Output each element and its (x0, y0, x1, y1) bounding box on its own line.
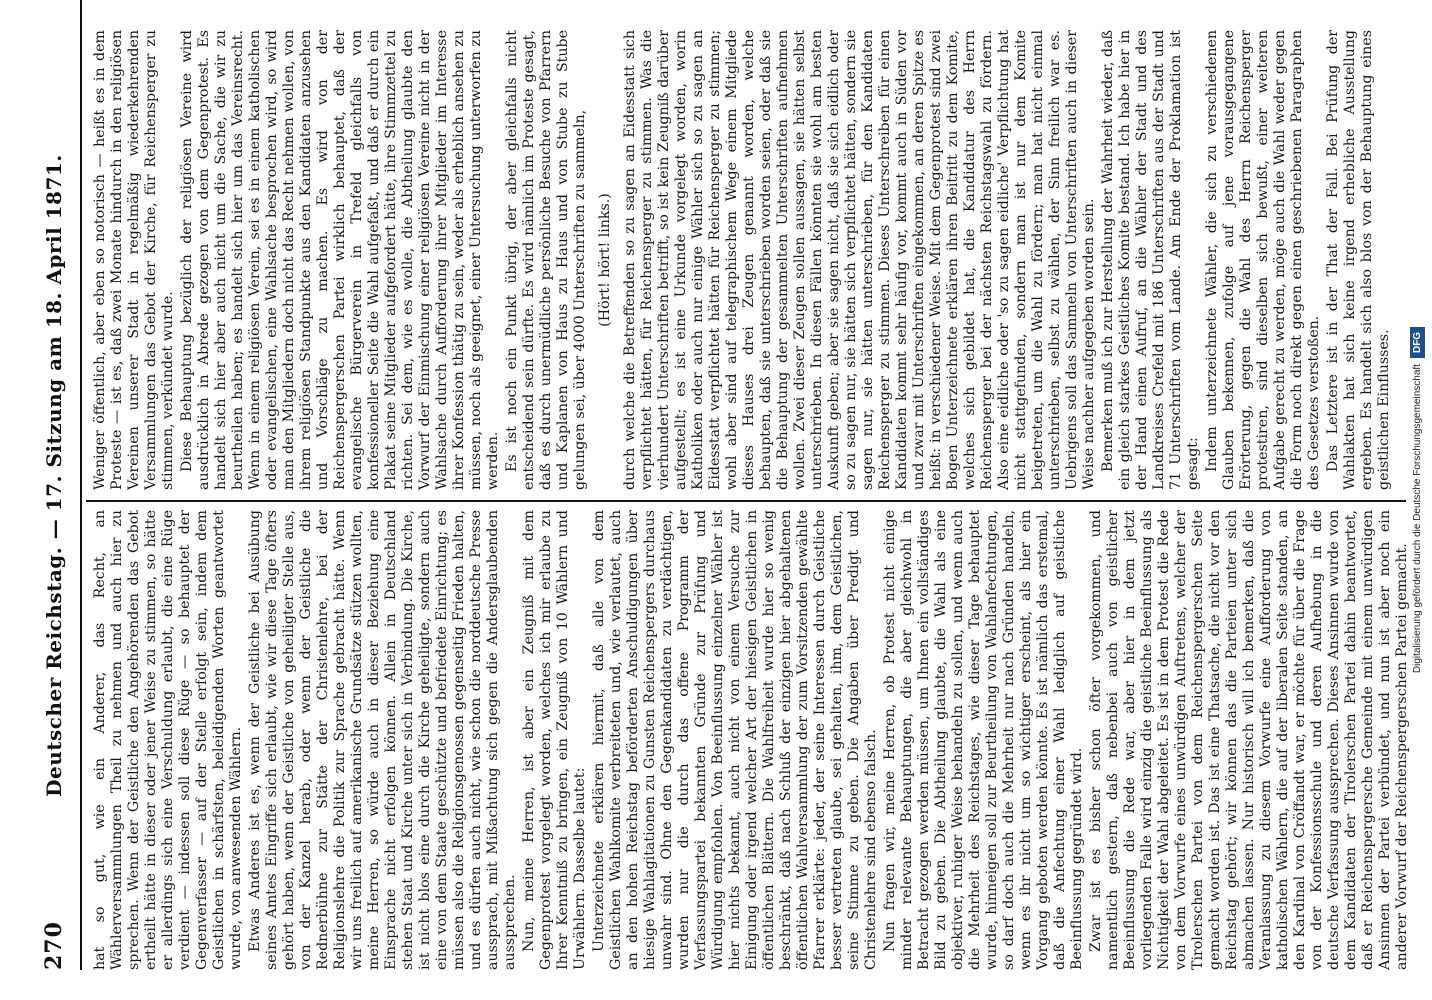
paragraph: Weniger öffentlich, aber eben so notorisch — heißt es in dem Proteste — ist es, daß zwei Monate hindurch in den religiösen Vereinen unserer Stadt in regelmäßig wiederkehrenden Versammlungen das Gebot der Kirche, für Reichensperger zu stimmen, verkündet wurde. (92, 30, 176, 490)
paragraph: Zwar ist es bisher schon öfter vorgekommen, und namentlich gestern, daß nebenbei auch von geistlicher Beeinflussung die Rede war, aber hier in dem jetzt vorliegenden Falle wird einzig die geistliche Beeinflussung als Nichtigkeit der Wahl abgeleitet. Es ist in dem Protest die Rede von dem Vorwurfe eines unwürdigen Auftretens, welcher der Tirolerschen Partei von dem Reichenspergerschen Seite gemacht worden ist. Das ist eine Thatsache, die nicht vor den Reichstag gehört; wir können das die Parteien unter sich abmachen lassen. Nur historisch will ich bemerken, daß die Veranlassung zu diesem Vorwurfe eine Aufforderung von katholischen Wählern, die auf der liberalen Seite standen, an den Kardinal von Cröffandt war, er möchte für über die Frage von der Konfessionsschule und deren Aufhebung in die deutsche Verfassung aussprechen. Dieses Ansinnen wurde von dem Kandidaten der Tirolerschen Partei dahin beantwortet, daß er Reichenspergersche Gemeinde mit einem unwürdigen Ansinnen der Partei verbündet, und nun ist aber noch ein anderer Vorwurf der Reichenspergerschen Partei gemacht. (1088, 510, 1410, 970)
page-number: 270 (41, 921, 67, 970)
page-header (34, 30, 74, 970)
paragraph: Bemerken muß ich zur Herstellung der Wahrheit wieder, daß ein gleich starkes Geistliches Komite bestand. Ich habe hier in der Hand einen Aufruf, an die Wähler der Stadt und des Landkreises Crefeld mit 186 Unterschriften aus der Stadt und 71 Unterschriften vom Lande. Am Ende der Proklamation ist gesagt: (1100, 30, 1201, 490)
paragraph: Etwas Anderes ist es, wenn der Geistliche bei Ausübung seines Amtes Eingriffe sich erlaubt, wie wir diese Tage öfters gehört haben, wenn der Geistliche von geheiligter Stelle aus, von der Kanzel herab, oder wenn der Geistliche die Rednerbühne zur Stätte der Christenlehre, bei der Religionslehre die Politik zur Sprache gebracht hätte. Wenn wir uns freilich auf amerikanische Grundsätze stützen wollten, meine Herren, so würde auch in dieser Beziehung eine Einsprache nicht erfolgen können. Allein in Deutschland stehen Staat und Kirche unter sich in Verbindung. Die Kirche, ist nicht blos eine durch die Kirche geheiligte, sondern auch eine von dem Staate geschützte und befriedete Einrichtung; es müssen also die Religionsgenossen gegenseitig Frieden halten, und es dürfen auch nicht, wie schon die norddeutsche Presse aussprach, mit Mißachtung sich gegen die Andersglaubenden aussprechen. (247, 510, 518, 970)
digitization-credit (1405, 0, 1429, 1000)
credit-text: Digitalisierung gefördert durch die Deutsche Forschungsgemeinschaft (1411, 364, 1423, 674)
right-column (92, 30, 1395, 490)
page-title: Deutscher Reichstag. — 17. Sitzung am 18. April 1871. (42, 154, 66, 797)
paragraph: Unterzeichnete erklären hiermit, daß alle von dem Geistlichen Wahlkomite verbreiteten und, wie verlautet, auch an den hohen Reichstag beförderten Anschuldigungen über hiesige Wahlagitationen zu Gunsten Reichenspergers durchaus unwahr sind. Ohne den Gegenkandidaten zu verdächtigen, wurden nur die durch das offene Programm der Verfassungspartei bekannten Gründe zur Prüfung und Würdigung empfohlen. Von Beeinflussung einzelner Wähler ist hier nichts bekannt, auch nicht von einem Versuche zur Einigung oder irgend welcher Art der hiesigen Geistlichen in öffentlichen Blättern. Die Wahlfreiheit wurde hier so wenig beschränkt, daß nach Schluß der einzigen hier abgehaltenen öffentlichen Wahlversammlung der zum Vorsitzenden gewählte Pfarrer erklärte: jeder, der seine Interessen durch Geistliche besser vertreten glaube, sei gehalten, ihm, dem Geistlichen, seine Stimme zu geben. Die Angaben über Predigt und Christenlehre sind ebenso falsch. (591, 510, 879, 970)
paragraph: durch welche die Betreffenden so zu sagen an Eidesstatt sich verpflichtet hätten, für Reichensperger zu stimmen. Was die vierhundert Unterschriften betrifft, so ist kein Zeugniß darüber aufgestellt; es ist eine Urkunde vorgelegt worden, worin Katholiken oder auch nur einige Wähler sich so zu sagen an Eidesstatt verpflichtet hätten für Reichensperger zu stimmen; wohl aber sind auf telegraphischem Wege einem Mitgliede dieses Hauses drei Zeugen genannt worden, welche behaupten, daß sie unterschrieben worden seien, oder daß sie die Behauptung der gesammelten Unterschriften aufnehmen wollen. Zwei dieser Zeugen sollen aussagen, sie hätten selbst unterschrieben. In diesen Fällen könnten sie wohl am besten Auskunft geben; aber sie sagen nicht, daß sie sich eidlich oder so zu sagen nur, sie hätten sich verpflichtet hätten, sondern sie sagen nur, sie hätten unterschrieben, für den Kandidaten Reichensperger zu stimmen. Dieses Unterschreiben für einen Kandidaten kommt sehr häufig vor, kommt auch in Süden vor und zwar mit Unterschriften eingekommen, an deren Spitze es heißt: in verschiedener Weise. Mit dem Gegenprotest sind zwei Bogen Unterzeichnete erklären ihren Beitritt zu dem Komite, welches sich gebildet hat, die Kandidatur des Herrn Reichensperger bei der nächsten Reichstagswahl zu fördern. Also eine eidliche oder 'so zu sagen eidliche' Verpflichtung hat nicht stattgefunden, sondern man ist nur dem Komite beigetreten, um die Wahl zu fördern; man hat nicht einmal unterschrieben, selbst zu wählen, der Sinn freilich war es. Uebrigens soll das Sammeln von Unterschriften auch in dieser Weise nachher aufgegeben worden sein. (622, 30, 1097, 490)
left-column (92, 510, 1413, 970)
header-rule (80, 0, 82, 970)
dfg-logo: DFG (1410, 327, 1425, 358)
paragraph: Das Letztere ist in der That der Fall. Bei Prüfung der Wahlakten hat sich keine irgend erhebliche Ausstellung ergeben. Es handelt sich also blos von der Behauptung eines geistlichen Einflusses. (1325, 30, 1392, 490)
paragraph: Es ist noch ein Punkt übrig, der aber gleichfalls nicht entscheidend sein dürfte. Es wird nämlich im Proteste gesagt, daß es durch unermüdliche persönliche Besuche von Pfarrern und Kaplanen von Haus zu Haus und von Stube zu Stube gelungen sei, über 4000 Unterschriften zu sammeln, (504, 30, 588, 490)
paragraph: Nun fragen wir, meine Herren, ob Protest nicht einige minder relevante Behauptungen, die aber gleichwohl in Betracht gezogen werden müssen, um Ihnen ein vollständiges Bild zu geben. Die Abtheilung glaubte, die Wahl als eine objektiver, ruhiger Weise behandeln zu sollen, und wenn auch die Mehrheit des Reichstages, wie dieser Tage behauptet wurde, hinneigen soll zur Beurtheilung von Wahlanfechtungen, so darf doch auch die Mehrheit nur nach Gründen handeln, wenn es ihr nicht um so wichtiger erscheint, als hier ein Vorgang geboten werden könnte. Es ist nämlich das erstemal, daß die Anfechtung einer Wahl lediglich auf geistliche Beeinflussung gegründet wird. (882, 510, 1085, 970)
paragraph: hat so gut, wie ein Anderer, das Recht, an Wählerversammlungen Theil zu nehmen und auch hier zu sprechen. Wenn der Geistliche den Angehörenden das Gebot ertheilt hätte in dieser oder jener Weise zu stimmen, so hätte er allerdings sich eine Verschuldung erlaubt, die eine Rüge verdient — indessen soll diese Rüge — so behauptet der Gegenverfasser — auf der Stelle erfolgt sein, indem dem Geistlichen in schärfsten, beleidigenden Worten geantwortet wurde, von anwesenden Wählern. (92, 510, 244, 970)
column-divider (86, 500, 1406, 502)
interjection: (Hört! hört! links.) (597, 193, 613, 327)
paragraph: Diese Behauptung bezüglich der religiösen Vereine wird ausdrücklich in Abrede gezogen von dem Gegenprotest. Es handelt sich hier aber auch nicht um die Sache, die wir zu beurtheilen haben; es handelt sich hier um das Vereinsrecht. Wenn in einem religiösen Verein, sei es in einem katholischen oder evangelischen, eine Wahlsache besprochen wird, so wird man den Mitgliedern doch nicht das Recht nehmen wollen, von ihrem religiösen Standpunkte aus den Kandidaten anzusehen und Vorschläge zu machen. Es wird von der Reichenspergerschen Partei wirklich behauptet, daß der evangelische Bürgerverein in Trefeld gleichfalls von konfessioneller Seite die Wahl aufgefaßt, und daß er durch ein Plakat seine Mitglieder aufgefordert hätte, ihre Stimmzettel zu richten. Sei dem, wie es wolle, die Abtheilung glaubte den Vorwurf der Einmischung einer religiösen Vereine nicht in der Wahlsache durch Aufforderung ihrer Mitglieder im Interesse ihrer Konfession thätig zu sein, weder als erheblich ansehen zu müssen, noch als geeignet, einer Untersuchung unterworfen zu werden. (179, 30, 501, 490)
paragraph: Indem unterzeichnete Wähler, die sich zu verschiedenen Glauben bekennen, zufolge auf jene vorausgegangene Erörterung, gegen die Wahl des Herrn Reichensperger protestiren, sind dieselben sich bewußt, einer weiteren Aufgabe gerecht zu werden, möge auch die Wahl weder gegen die Form noch direkt gegen einen geschriebenen Paragraphen des Gesetzes verstoßen. (1204, 30, 1322, 490)
paragraph: Nun, meine Herren, ist aber ein Zeugniß mit dem Gegenprotest vorgelegt worden, welches ich mir erlaube zu Ihrer Kenntniß zu bringen, ein Zeugniß von 10 Wählern und Urwählern. Dasselbe lautet: (521, 510, 588, 970)
